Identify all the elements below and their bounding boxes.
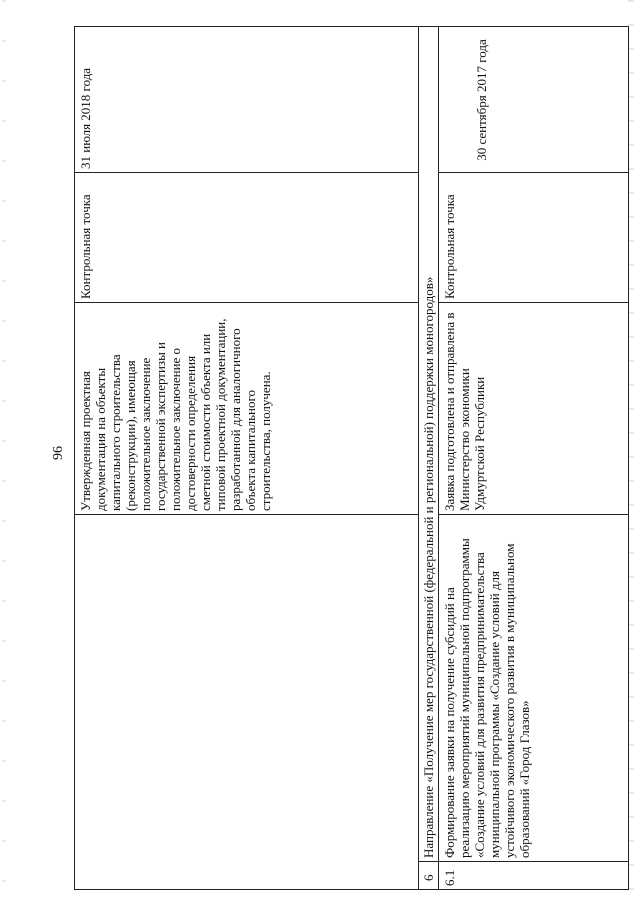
table-border-left xyxy=(74,889,629,890)
col-separator xyxy=(438,172,629,173)
table-border-right xyxy=(74,26,629,27)
row-6-1-number: 6.1 xyxy=(442,869,457,886)
top-row-result-cell: Утвержденная проектная документация на объекты капитального строительства (реконструкции), имеющая положительное заключение государственной экспертизы и положительное заключение о достоверности определения сметной стоимости объекта или типовой проектной документации, разработанной для аналогичного объекта капитального строительства, получена. xyxy=(78,318,273,511)
top-row-type-cell: Контрольная точка xyxy=(78,194,93,299)
col-separator xyxy=(74,172,418,173)
table-border-bottom xyxy=(628,26,629,890)
col-separator xyxy=(418,861,629,862)
row-6-1-result: Заявка подготовлена и отправлена в Министерство экономики Удмуртской Республики xyxy=(442,312,487,511)
col-separator xyxy=(438,514,629,515)
top-row-date-cell: 31 июля 2018 года xyxy=(78,67,93,169)
row-6-1-type: Контрольная точка xyxy=(442,194,457,299)
col-separator xyxy=(74,302,418,303)
col-separator xyxy=(438,302,629,303)
section-row-title: Направление «Получение мер государственной (федеральной и региональной) поддержки моногородов» xyxy=(421,276,436,858)
rotated-table xyxy=(74,26,629,890)
table-border-top xyxy=(74,26,75,890)
scan-artifact-left xyxy=(2,0,6,905)
row-6-1-task: Формирование заявки на получение субсидий на реализацию мероприятий муниципальной подпрограммы «Создание условий для развития предпринимательства муниципальной программы «Создание условий для устойчивого экономического развития в муниципальном образований «Город Глазов» xyxy=(442,538,532,858)
row-6-1-date: 30 сентября 2017 года xyxy=(474,39,489,161)
page-number: 96 xyxy=(51,446,66,460)
row-separator xyxy=(438,26,439,890)
section-row-number: 6 xyxy=(421,874,436,881)
col-separator xyxy=(74,514,418,515)
